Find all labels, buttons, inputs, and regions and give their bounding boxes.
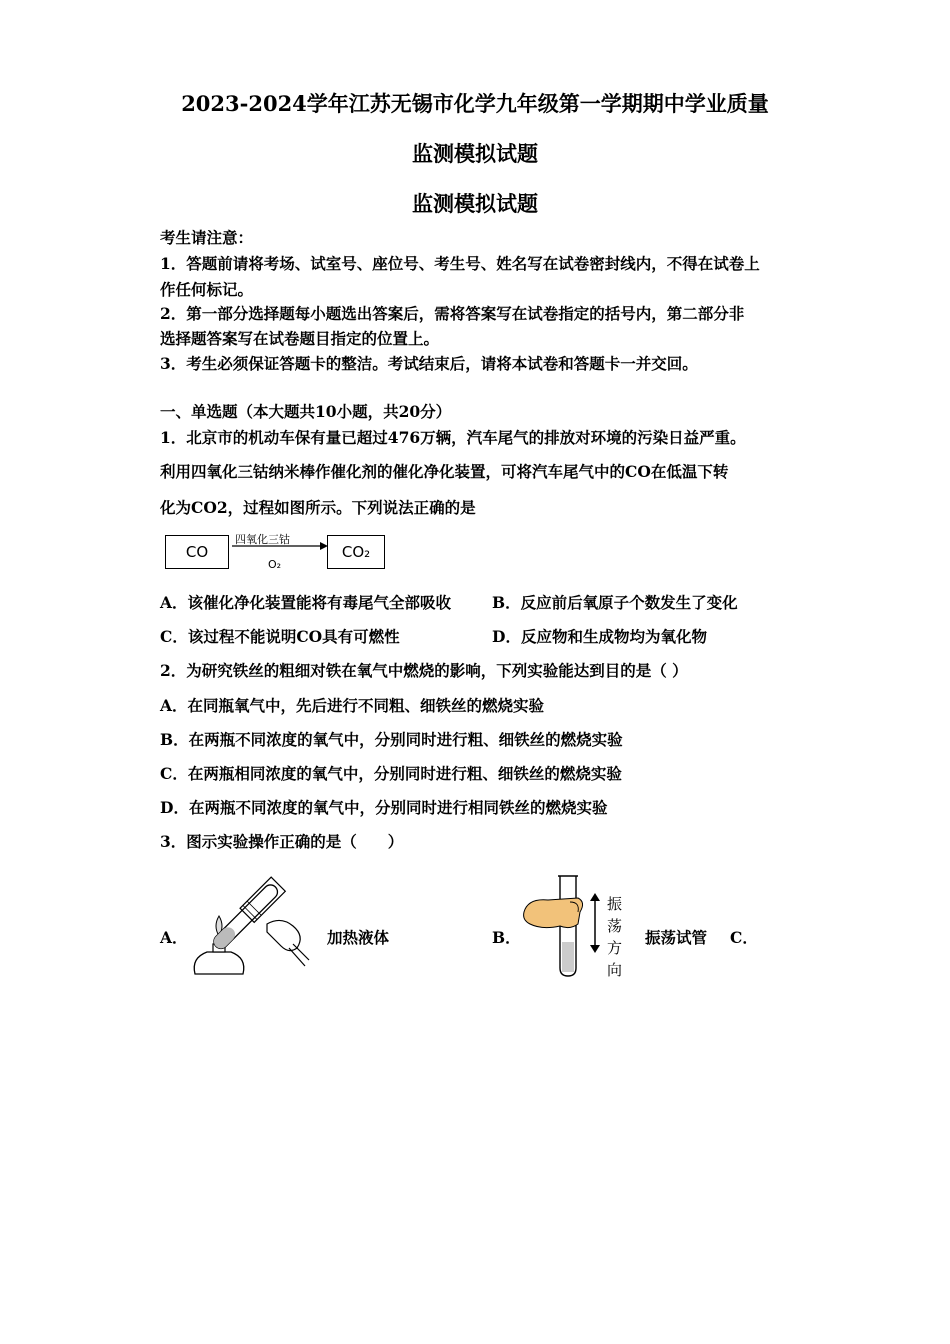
exam-title-line3: 监测模拟试题 [412, 191, 538, 216]
q2-stem: 2．为研究铁丝的粗细对铁在氧气中燃烧的影响，下列实验能达到目的是（ ） [160, 661, 688, 680]
notice-item1-b: 作任何标记。 [160, 280, 254, 299]
q1-option-b: B．反应前后氧原子个数发生了变化 [492, 593, 738, 612]
q1-option-a: A．该催化净化装置能将有毒尾气全部吸收 [160, 593, 452, 612]
q3-option-a-letter: A． [160, 928, 188, 947]
notice-item3: 3．考生必须保证答题卡的整洁。考试结束后，请将本试卷和答题卡一并交回。 [160, 354, 698, 373]
up-down-arrow-icon [588, 893, 602, 953]
q2-option-b: B．在两瓶不同浓度的氧气中，分别同时进行粗、细铁丝的燃烧实验 [160, 730, 623, 749]
notice-item2-a: 2．第一部分选择题每小题选出答案后，需将答案写在试卷指定的括号内，第二部分非 [160, 304, 745, 323]
reagent-label: O₂ [268, 558, 282, 571]
exam-title-line1: 2023-2024学年江苏无锡市化学九年级第一学期期中学业质量 [181, 91, 769, 116]
q3-option-b-caption: 振荡试管 [645, 928, 708, 947]
reactant-box: CO [165, 535, 229, 569]
product-box: CO₂ [327, 535, 385, 569]
exam-title-line2: 监测模拟试题 [412, 141, 538, 166]
q1-stem-line2: 利用四氧化三钴纳米棒作催化剂的催化净化装置，可将汽车尾气中的CO在低温下转 [160, 462, 729, 481]
notice-item2-b: 选择题答案写在试卷题目指定的位置上。 [160, 329, 440, 348]
q3-option-c-letter: C． [730, 928, 758, 947]
shake-direction-char-4: 向 [607, 961, 623, 979]
q2-option-d: D．在两瓶不同浓度的氧气中，分别同时进行相同铁丝的燃烧实验 [160, 798, 608, 817]
q1-option-c: C．该过程不能说明CO具有可燃性 [160, 627, 400, 646]
shake-direction-char-1: 振 [607, 895, 623, 913]
shake-direction-char-2: 荡 [607, 917, 623, 935]
q3-stem: 3．图示实验操作正确的是（ ） [160, 832, 404, 851]
q3-option-b-letter: B． [492, 928, 521, 947]
notice-heading: 考生请注意： [160, 228, 254, 247]
reaction-arrow-icon [230, 540, 330, 552]
section1-heading: 一、单选题（本大题共10小题，共20分） [160, 402, 452, 421]
heating-liquid-illustration [185, 866, 320, 981]
shake-direction-char-3: 方 [607, 939, 623, 957]
shake-direction-label [607, 893, 627, 981]
catalyst-label: 四氧化三钴 [235, 533, 290, 546]
q2-option-a: A．在同瓶氧气中，先后进行不同粗、细铁丝的燃烧实验 [160, 696, 545, 715]
q1-stem-line3: 化为CO2，过程如图所示。下列说法正确的是 [160, 498, 476, 517]
q2-option-c: C．在两瓶相同浓度的氧气中，分别同时进行粗、细铁丝的燃烧实验 [160, 764, 622, 783]
q3-option-a-caption: 加热液体 [327, 928, 390, 947]
q1-option-d: D．反应物和生成物均为氧化物 [492, 627, 707, 646]
q1-stem-line1: 1．北京市的机动车保有量已超过476万辆，汽车尾气的排放对环境的污染日益严重。 [160, 428, 746, 447]
notice-item1-a: 1．答题前请将考场、试室号、座位号、考生号、姓名写在试卷密封线内，不得在试卷上 [160, 254, 760, 273]
